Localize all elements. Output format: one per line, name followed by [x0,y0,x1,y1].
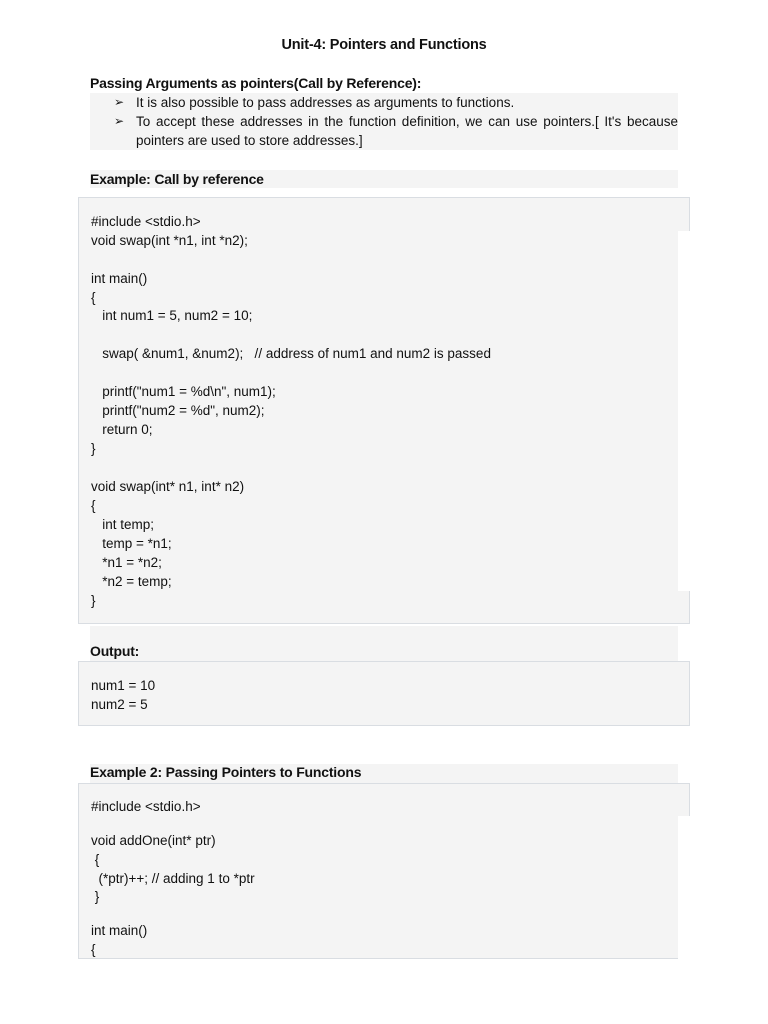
code-block-example2 [78,783,690,959]
code-line: return 0; [91,422,153,437]
code-line: int num1 = 5, num2 = 10; [91,308,253,323]
bullet-list [90,93,678,150]
code-line: int temp; [91,517,155,532]
code-line: *n2 = temp; [91,574,172,589]
page-title: Unit-4: Pointers and Functions [281,37,487,53]
code-line: (*ptr)++; // adding 1 to *ptr [91,871,255,886]
gap-strip [678,231,690,591]
code-block-example1 [78,197,690,624]
code-line: void swap(int* n1, int* n2) [91,479,245,494]
code-line: int main() [91,923,148,938]
code-line: { [91,942,96,957]
code-line: } [91,441,96,456]
code-line: void swap(int *n1, int *n2); [91,233,248,248]
code-line: { [91,498,96,513]
gap-strip [678,816,690,959]
code-line: printf("num2 = %d", num2); [91,403,265,418]
code-line: } [91,889,100,904]
list-item: ➢ To accept these addresses in the function definition, we can use pointers.[ It's because pointers are used to store addresses.] [114,114,678,148]
code-line: #include <stdio.h> [91,799,201,814]
code-line: #include <stdio.h> [91,214,201,229]
list-item: ➢ It is also possible to pass addresses as arguments to functions. [114,95,515,110]
output-line: num1 = 10 [91,678,156,693]
example1-heading: Example: Call by reference [90,171,264,187]
section-heading-call-by-reference: Passing Arguments as pointers(Call by Reference): [90,75,422,91]
code-line: int main() [91,271,148,286]
code-line: } [91,593,96,608]
example2-heading: Example 2: Passing Pointers to Functions [90,764,362,780]
code-line: void addOne(int* ptr) [91,833,216,848]
code-line: { [91,852,100,867]
code-line: { [91,290,96,305]
output-heading: Output: [90,643,140,659]
arrow-bullet-icon: ➢ [114,95,125,109]
output-heading-band [90,626,678,661]
code-line: printf("num1 = %d\n", num1); [91,384,276,399]
code-line: *n1 = *n2; [91,555,162,570]
code-line: temp = *n1; [91,536,172,551]
output-line: num2 = 5 [91,697,148,712]
arrow-bullet-icon: ➢ [114,114,125,128]
code-line: swap( &num1, &num2); // address of num1 and num2 is passed [91,346,491,361]
output-block [78,661,690,726]
